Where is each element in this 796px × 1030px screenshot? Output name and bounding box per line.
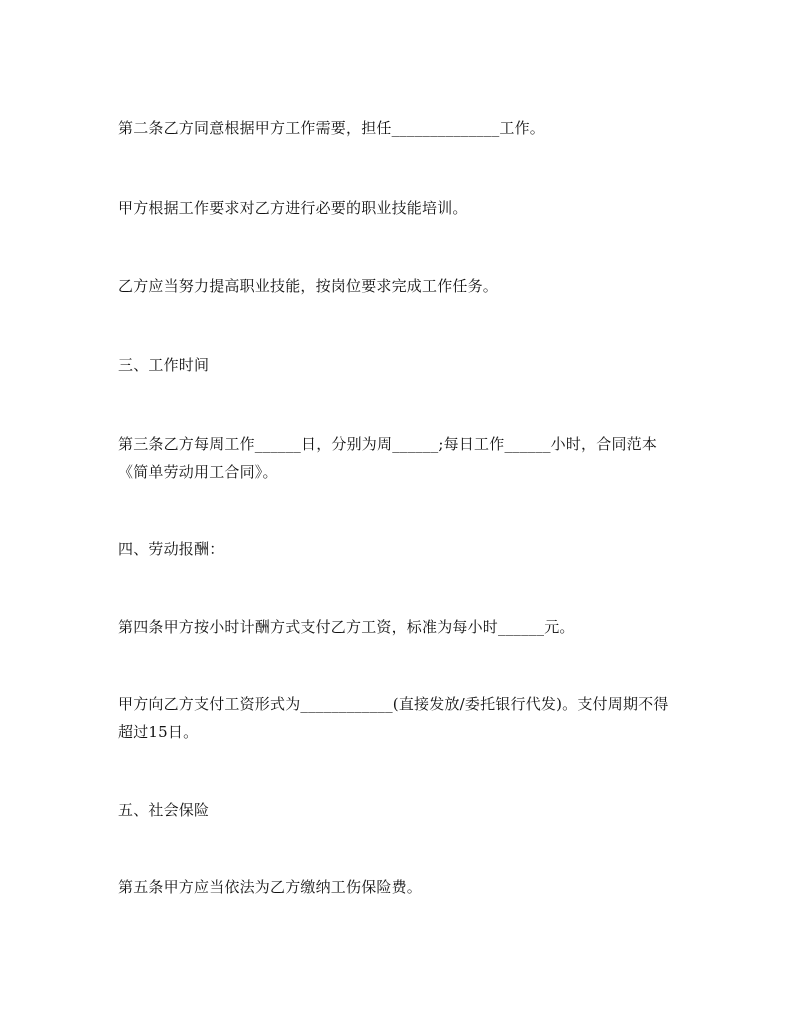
article-5-paragraph: 第五条甲方应当依法为乙方缴纳工伤保险费。 [118, 878, 423, 896]
section-heading-work-time: 三、工作时间 [118, 356, 210, 374]
section-heading-social-insurance: 五、社会保险 [118, 801, 210, 819]
section-heading-remuneration: 四、劳动报酬： [118, 540, 225, 558]
article-3-paragraph: 第三条乙方每周工作______日，分别为周______;每日工作______小时，合同范本《简单劳动用工合同》。 [118, 435, 658, 481]
article-4-paragraph: 第四条甲方按小时计酬方式支付乙方工资，标准为每小时______元。 [118, 618, 575, 636]
payment-method-paragraph: 甲方向乙方支付工资形式为____________(直接发放/委托银行代发)。支付周期不得超过15日。 [118, 695, 669, 741]
training-paragraph: 甲方根据工作要求对乙方进行必要的职业技能培训。 [118, 199, 468, 217]
skills-paragraph: 乙方应当努力提高职业技能，按岗位要求完成工作任务。 [118, 277, 499, 295]
article-2-paragraph: 第二条乙方同意根据甲方工作需要，担任______________工作。 [118, 119, 546, 137]
